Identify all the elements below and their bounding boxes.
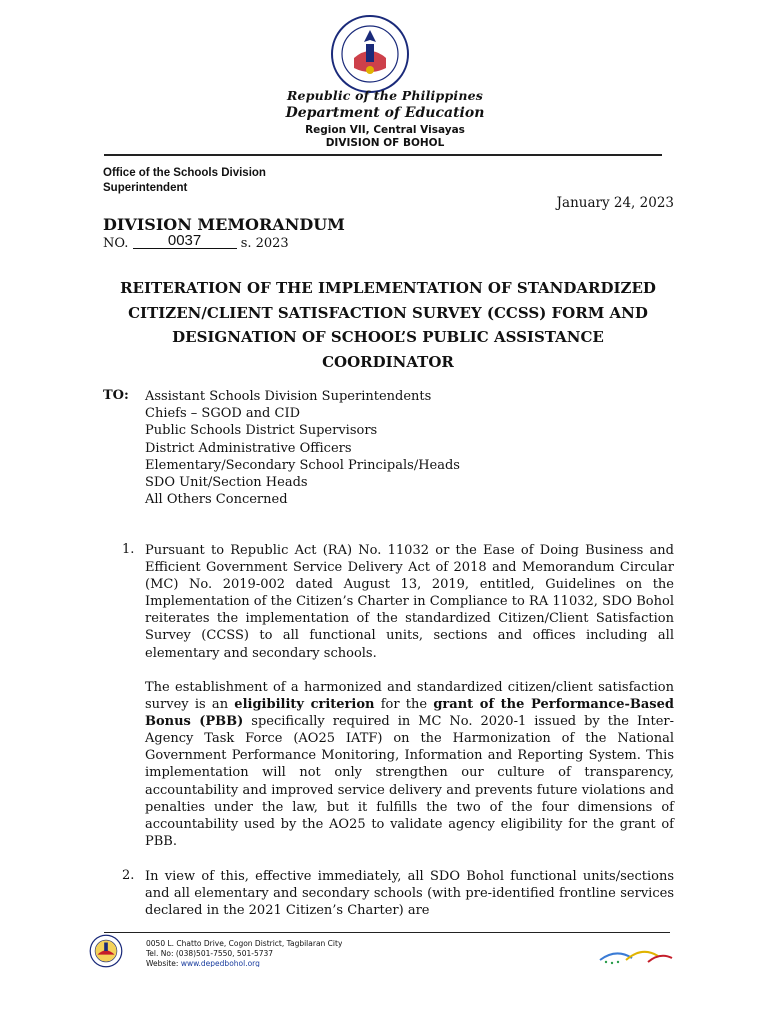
region-heading: Region VII, Central Visayas: [305, 124, 465, 136]
republic-heading: Republic of the Philippines: [286, 88, 484, 103]
footer-divider: [104, 932, 670, 933]
footer-website-link[interactable]: www.depedbohol.org: [180, 959, 260, 967]
office-line-1: Office of the Schools Division: [103, 167, 266, 179]
recipient-item: All Others Concerned: [145, 492, 288, 508]
division-heading: DIVISION OF BOHOL: [325, 137, 445, 149]
recipient-item: Elementary/Secondary School Principals/Heads: [145, 457, 460, 473]
pbb-emphasis-grant: grant of the Performance-Based Bonus (PBB): [145, 697, 674, 730]
office-label: [103, 166, 303, 195]
memo-number-line: [103, 232, 289, 251]
item-1-number: 1.: [122, 542, 135, 557]
department-heading: Department of Education: [285, 105, 485, 121]
memo-date: January 24, 2023: [556, 195, 674, 211]
memo-series: s. 2023: [240, 236, 289, 251]
memo-title: DIVISION MEMORANDUM: [103, 215, 345, 234]
office-line-2: Superintendent: [103, 181, 188, 194]
brand-swoosh-logo: [596, 944, 676, 966]
pbb-text-e: specifically required in MC No. 2020-1 issued by the Inter-Agency Task Force (AO25 IATF) on the Harmonization of the National Government Performance Monitoring, Information and Reporting System. This implementation will not only strengthen our culture of transparency, accountability and improved service delivery and prevents future violations and penalties under the law, but it fulfills the two of the four dimensions of accountability used by the AO25 to validate agency eligibility for the grant of PBB.: [145, 714, 674, 849]
recipient-item: Chiefs – SGOD and CID: [145, 406, 301, 422]
footer-telephone: Tel. No: (038)501-7550, 501-5737: [146, 949, 274, 958]
pbb-text-a: The establishment of a harmonized and standardized citizen/client satisfaction survey is an: [145, 680, 674, 713]
recipient-list: [145, 388, 460, 508]
memo-subject: [100, 276, 676, 374]
footer-website-label: Website:: [146, 959, 179, 967]
header-divider: [104, 154, 662, 156]
paragraph-pbb: [145, 679, 674, 850]
recipient-item: District Administrative Officers: [145, 440, 352, 456]
recipient-item: SDO Unit/Section Heads: [145, 475, 308, 491]
footer-contact: [146, 939, 342, 967]
subject-line-4: COORDINATOR: [322, 352, 454, 371]
to-label: TO:: [103, 388, 129, 403]
item-2-number: 2.: [122, 868, 135, 883]
item-2-paragraph: In view of this, effective immediately, all SDO Bohol functional units/sections and all elementary and secondary schools (with pre-identified frontline services declared in the 2021 Citizen’s Charter) are: [145, 869, 674, 919]
pbb-text-c: for the: [380, 697, 428, 713]
recipient-item: Assistant Schools Division Superintendents: [145, 389, 432, 404]
footer-website-line: [146, 959, 342, 967]
footer-address: 0050 L. Chatto Drive, Cogon District, Tagbilaran City: [146, 939, 343, 948]
pbb-emphasis-eligibility: eligibility criterion: [234, 697, 375, 713]
sdo-bohol-logo: [78, 934, 134, 968]
deped-seal-logo: [330, 14, 410, 94]
subject-line-1: REITERATION OF THE IMPLEMENTATION OF STANDARDIZED: [120, 279, 656, 297]
memo-number: 0037: [133, 234, 237, 249]
memo-no-label: NO.: [103, 236, 129, 251]
subject-line-2: CITIZEN/CLIENT SATISFACTION SURVEY (CCSS) FORM AND: [128, 303, 648, 322]
subject-line-3: DESIGNATION OF SCHOOL’S PUBLIC ASSISTANCE: [172, 328, 604, 346]
item-1-paragraph: Pursuant to Republic Act (RA) No. 11032 or the Ease of Doing Business and Efficient Government Service Delivery Act of 2018 and Memorandum Circular (MC) No. 2019-002 dated August 13, 2019, entitled, Guidelines on the Implementation of the Citizen’s Charter in Compliance to RA 11032, SDO Bohol reiterates the implementation of the standardized Citizen/Client Satisfaction Survey (CCSS) to all functional units, sections and offices including all elementary and secondary schools.: [145, 543, 674, 661]
recipient-item: Public Schools District Supervisors: [145, 423, 378, 439]
